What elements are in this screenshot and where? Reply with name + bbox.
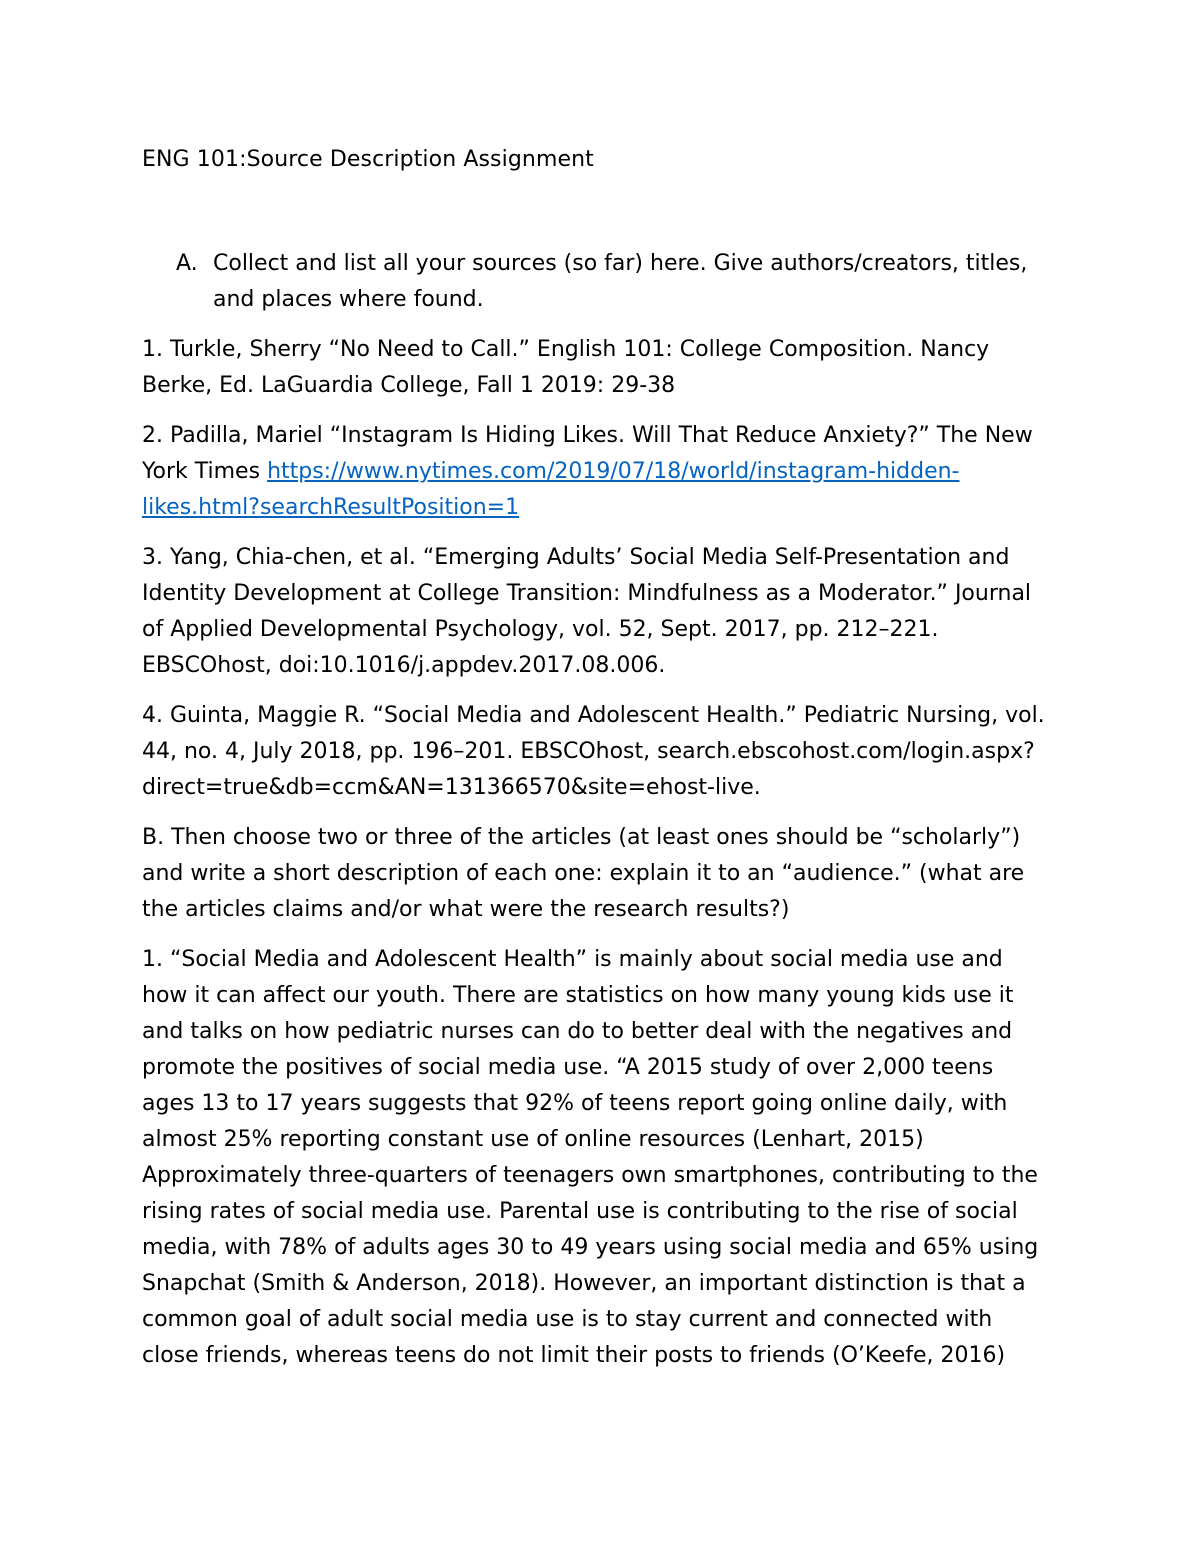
source-entry-4: 4. Guinta, Maggie R. “Social Media and Adolescent Health.” Pediatric Nursing, vol. 44, no. 4, July 2018, pp. 196–201. EBSCOhost, search.ebscohost.com/login.aspx?direct=true&db=ccm&AN=131366570&site=ehost-live. [142,703,1045,800]
section-a-instruction [142,246,1050,318]
document-title: ENG 101:Source Description Assignment [142,147,594,172]
source-entry-3: 3. Yang, Chia-chen, et al. “Emerging Adults’ Social Media Self-Presentation and Identity Development at College Transition: Mindfulness as a Moderator.” Journal of Applied Developmental Psychology, vol. 52, Sept. 2017, pp. 212–221. EBSCOhost, doi:10.1016/j.appdev.2017.08.006. [142,545,1032,678]
source-entry-2 [142,418,1050,526]
nytimes-article-link[interactable]: https://www.nytimes.com/2019/07/18/world/instagram-hidden-likes.html?searchResultPosition=1 [142,459,960,520]
description-entry-1: 1. “Social Media and Adolescent Health” is mainly about social media use and how it can affect our youth. There are statistics on how many young kids use it and talks on how pediatric nurses can do to better deal with the negatives and promote the positives of social media use. “A 2015 study of over 2,000 teens ages 13 to 17 years suggests that 92% of teens report going online daily, with almost 25% reporting constant use of online resources (Lenhart, 2015) Approximately three-quarters of teenagers own smartphones, contributing to the rising rates of social media use. Parental use is contributing to the rise of social media, with 78% of adults ages 30 to 49 years using social media and 65% using Snapchat (Smith & Anderson, 2018). However, an important distinction is that a common goal of adult social media use is to stay current and connected with close friends, whereas teens do not limit their posts to friends (O’Keefe, 2016) [142,947,1039,1368]
section-a-marker: A. [176,251,198,276]
section-a-text: Collect and list all your sources (so far) here. Give authors/creators, titles, and places where found. [213,251,1028,312]
section-b-instruction: B. Then choose two or three of the articles (at least ones should be “scholarly”) and write a short description of each one: explain it to an “audience.” (what are the articles claims and/or what were the research results?) [142,825,1025,922]
source-entry-1: 1. Turkle, Sherry “No Need to Call.” English 101: College Composition. Nancy Berke, Ed. LaGuardia College, Fall 1 2019: 29-38 [142,337,990,398]
source-entry-2-text: 2. Padilla, Mariel “Instagram Is Hiding Likes. Will That Reduce Anxiety?” The New York Times [142,423,1033,484]
